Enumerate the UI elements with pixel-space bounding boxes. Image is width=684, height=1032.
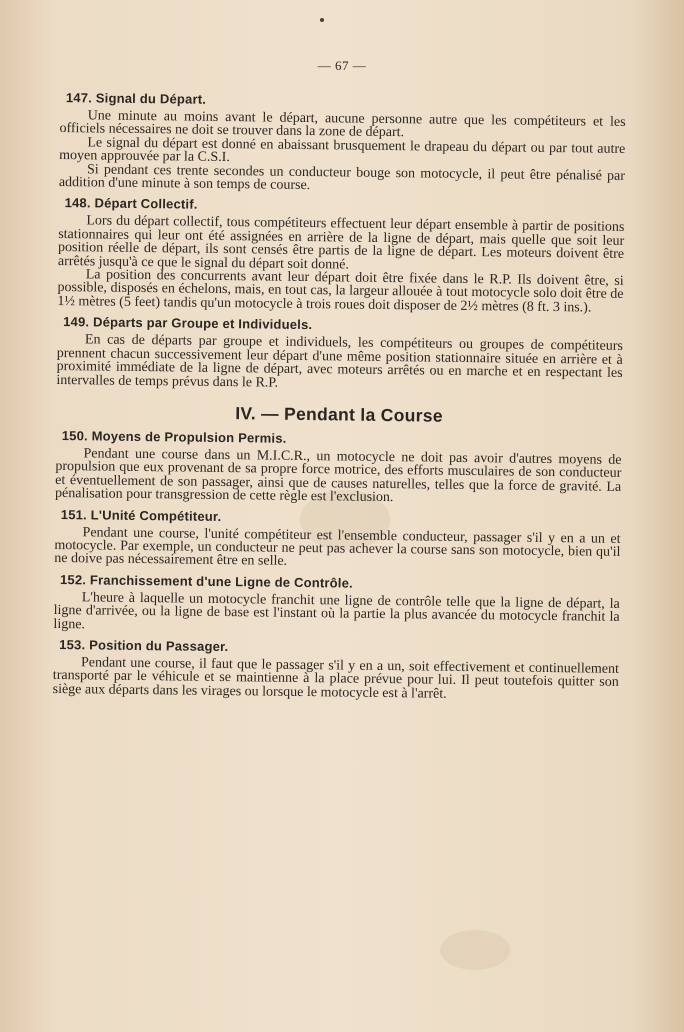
section-paragraph: Pendant une course dans un M.I.C.R., un motocycle ne doit pas avoir d'autres moyens de propulsion que eux provenant de sa propre force motrice, des efforts musculaires de son conducteur et éventuellement de son passager, ainsi que de causes naturelles, telles que la force de gravité. La pénalisation pour transgression de cette règle est l'exclusion. [54,446,622,506]
section-heading: 150. Moyens de Propulsion Permis. [61,427,287,446]
part-title: IV. — Pendant la Course [235,403,443,426]
section-paragraph: La position des concurrents avant leur départ doit être fixée dans le R.P. Ils doivent être, si possible, disposés en échelons, mais, en tout cas, la largeur allouée à tout motocycle solo doit être de 1½ mètres (5 feet) tandis qu'un motocycle à trois roues doit disposer de 2½ mètres (8 ft. 3 ins.). [57,267,624,316]
section-paragraph: Pendant une course, il faut que le passager s'il y en a un, soit effectivement et continuellement transporté par le véhicule et se maintienne à la place prévue pour lui. Il peut toutefois quitter son siège aux départs dans les virages ou lorsque le motocycle est à l'arrêt. [52,655,620,702]
section-paragraph: Lors du départ collectif, tous compétiteurs effectuent leur départ ensemble à partir de positions stationnaires qui leur ont été assignées en arrière de la ligne de départ, mais quelle que soit leur position réelle de départ, ils sont censés être partis de la ligne de départ. Les moteurs doivent être arrêtés jusqu'à ce que le signal du départ soit donné. [57,213,625,273]
section-paragraph: Le signal du départ est donné en abaissant brusquement le drapeau du départ ou par tout autre moyen approuvée par la C.S.I. [59,135,626,166]
section-150 [55,428,622,508]
section-heading: 152. Franchissement d'une Ligne de Contrôle. [59,571,353,591]
section-149 [56,314,623,394]
section-151 [54,507,621,573]
section-148 [57,195,624,315]
section-heading: 151. L'Unité Compétiteur. [60,506,222,524]
page-dot-mark [320,18,324,22]
section-paragraph: Une minute au moins avant le départ, aucune personne autre que les compétiteurs et les officiels nécessaires ne doit se trouver dans la zone de départ. [59,108,626,141]
section-paragraph: En cas de départs par groupe et individuels, les compétiteurs ou groupes de compétiteurs prennent chacun successivement leur départ d'une même position stationnaire située en arrière et à proximité immédiate de la ligne de départ, avec moteurs arrêtés ou en marche et en respectant les intervalles de temps prévus dans le R.P. [56,332,623,391]
section-paragraph: Pendant une course, l'unité compétiteur est l'ensemble conducteur, passager s'il y en a un et motocycle. Par exemple, un conducteur ne peut pas achever la course sans son motocycle, bien qu'il ne doive pas nécessairement être en selle. [54,524,621,570]
section-heading: 153. Position du Passager. [59,637,229,655]
page-number: — 67 — [317,58,367,73]
section-heading: 148. Départ Collectif. [64,195,198,213]
section-paragraph: Si pendant ces trente secondes un conducteur bouge son motocycle, il peut être pénalisé par addition d'une minute à son temps de course. [58,161,626,194]
section-152 [53,572,620,638]
paper-stain [440,930,510,970]
section-heading: 147. Signal du Départ. [65,90,207,107]
page-content [53,90,626,709]
section-paragraph: L'heure à laquelle un motocycle franchit une ligne de contrôle telle que la ligne de départ, la ligne d'arrivée, ou la ligne de base est l'instant où la partie la plus avancée du motocycle franchit la ligne. [53,590,620,632]
section-heading: 149. Départs par Groupe et Individuels. [63,314,313,333]
section-147 [59,90,626,196]
section-153 [53,637,620,703]
